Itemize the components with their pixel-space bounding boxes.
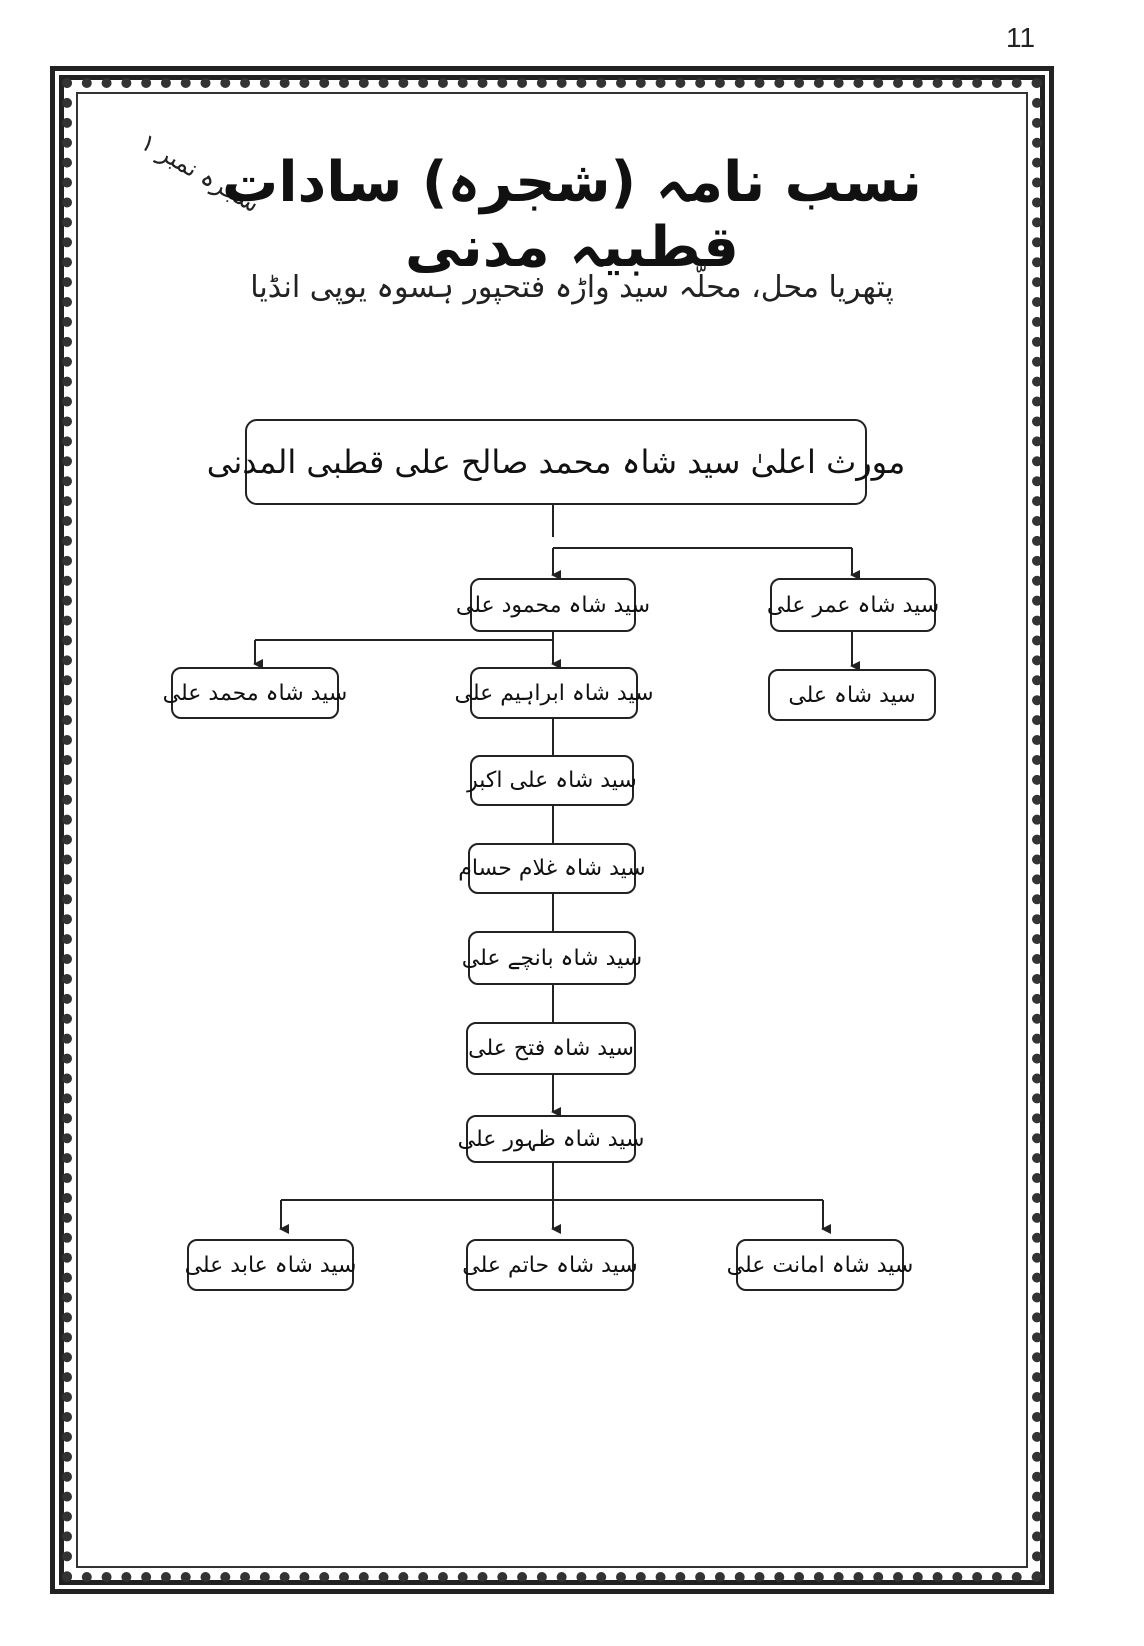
tree-number-note: شجرہ نمبر ۱	[135, 127, 265, 219]
tree-node-abid: سید شاہ عابد علی	[187, 1239, 354, 1291]
tree-node-muhammad: سید شاہ محمد علی	[171, 667, 339, 719]
page-title: نسب نامہ (شجرہ) سادات قطبیہ مدنی	[222, 150, 922, 280]
tree-node-zahoor: سید شاہ ظہور علی	[466, 1115, 636, 1163]
tree-node-amanat: سید شاہ امانت علی	[736, 1239, 904, 1291]
tree-node-fateh: سید شاہ فتح علی	[466, 1022, 636, 1075]
page-number: 11	[1006, 22, 1036, 53]
tree-node-hatim: سید شاہ حاتم علی	[466, 1239, 634, 1291]
tree-node-umar: سید شاہ عمر علی	[770, 578, 936, 632]
tree-node-mahmood: سید شاہ محمود علی	[470, 578, 636, 632]
page-subtitle: پتھریا محل، محلّہ سید واڑہ فتحپور ہسوہ یوپی انڈیا	[250, 270, 894, 305]
tree-node-ibrahim: سید شاہ ابراہیم علی	[470, 667, 638, 719]
tree-node-ghulam-husam: سید شاہ غلام حسام	[468, 843, 636, 894]
tree-node-banche: سید شاہ بانچے علی	[468, 931, 636, 985]
tree-node-umar-son: سید شاہ علی	[768, 669, 936, 721]
tree-node-ali-akbar: سید شاہ علی اکبر	[470, 755, 634, 806]
tree-node-root: مورث اعلیٰ سید شاہ محمد صالح علی قطبی المدنی	[245, 419, 867, 505]
